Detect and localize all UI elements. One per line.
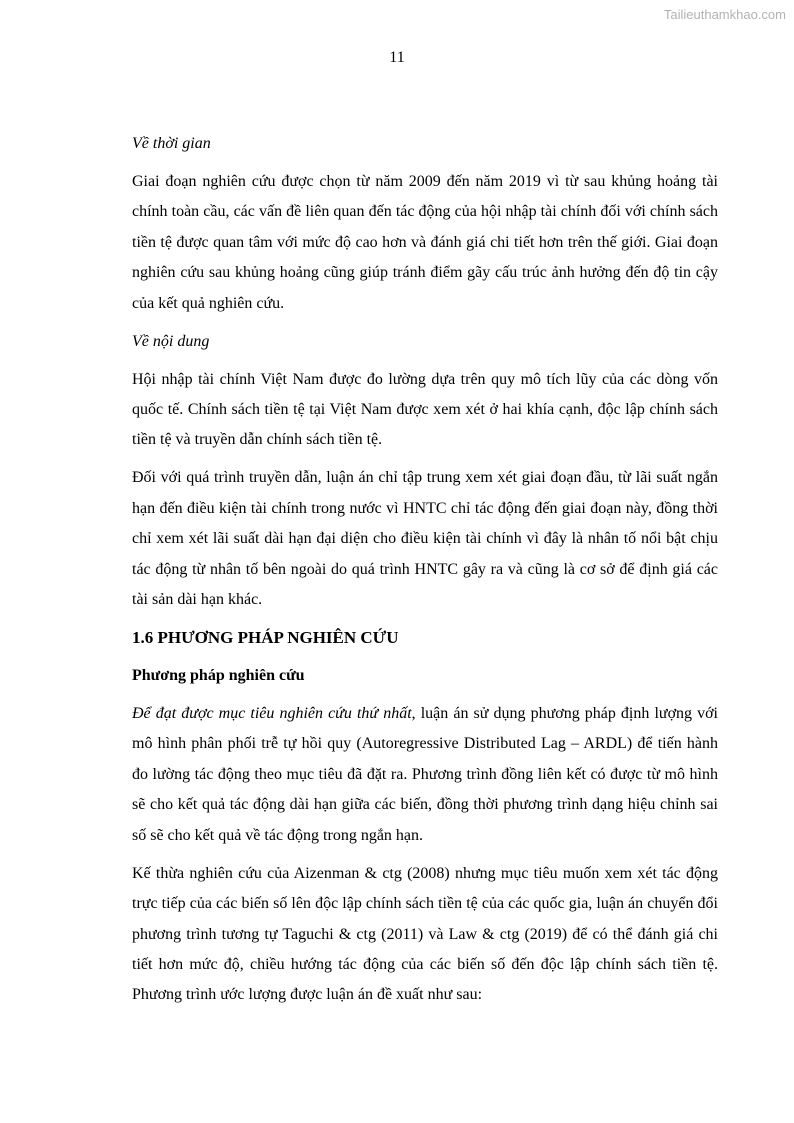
page-number: 11 [389,49,405,66]
method-subheading: Phương pháp nghiên cứu [132,667,305,685]
content-paragraph-1: Hội nhập tài chính Việt Nam được đo lường dựa trên quy mô tích lũy của các dòng vốn quốc tế. Chính sách tiền tệ tại Việt Nam được xem xét ở hai khía cạnh, độc lập chính sách tiền tệ và truyền dẫn chính sách tiền tệ. [132,370,718,449]
method-paragraph-2: Kế thừa nghiên cứu của Aizenman & ctg (2008) nhưng mục tiêu muốn xem xét tác động trực tiếp của các biến số lên độc lập chính sách tiền tệ của các quốc gia, luận án chuyển đổi phương trình tương tự Taguchi & ctg (2011) và Law & ctg (2019) để có thể đánh giá chi tiết hơn mức độ, chiều hướng tác động của các biến số đến độc lập chính sách tiền tệ. Phương trình ước lượng được luận án đề xuất như sau: [132,864,718,1004]
watermark-text: Tailieuthamkhao.com [663,7,786,22]
document-body [132,129,718,1018]
content-paragraph-2: Đối với quá trình truyền dẫn, luận án chỉ tập trung xem xét giai đoạn đầu, từ lãi suất ngắn hạn đến điều kiện tài chính trong nước vì HNTC chỉ tác động đến giai đoạn này, đồng thời chỉ xem xét lãi suất dài hạn đại diện cho điều kiện tài chính vì đây là nhân tố nổi bật chịu tác động từ nhân tố bên ngoài do quá trình HNTC gây ra và cũng là cơ sở để định giá các tài sản dài hạn khác. [132,469,718,609]
method-paragraph-1-rest: , luận án sử dụng phương pháp định lượng với mô hình phân phối trễ tự hồi quy (Autoregressive Distributed Lag – ARDL) để tiến hành đo lường tác động theo mục tiêu đã đặt ra. Phương trình đồng liên kết có được từ mô hình sẽ cho kết quả tác động dài hạn giữa các biến, đồng thời phương trình dạng hiệu chỉnh sai số sẽ cho kết quả về tác động trong ngắn hạn. [132,705,719,844]
method-paragraph-1 [132,699,718,851]
time-paragraph: Giai đoạn nghiên cứu được chọn từ năm 2009 đến năm 2019 vì từ sau khủng hoảng tài chính toàn cầu, các vấn đề liên quan đến tác động của hội nhập tài chính đối với chính sách tiền tệ được quan tâm với mức độ cao hơn và đánh giá chi tiết hơn trên thế giới. Giai đoạn nghiên cứu sau khủng hoảng cũng giúp tránh điểm gãy cấu trúc ảnh hưởng đến độ tin cậy của kết quả nghiên cứu. [132,173,718,312]
method-paragraph-1-italic: Để đạt được mục tiêu nghiên cứu thứ nhất [132,705,412,723]
method-section-heading: 1.6 PHƯƠNG PHÁP NGHIÊN CỨU [132,628,399,648]
content-heading: Về nội dung [132,332,210,350]
time-heading: Về thời gian [132,135,211,152]
